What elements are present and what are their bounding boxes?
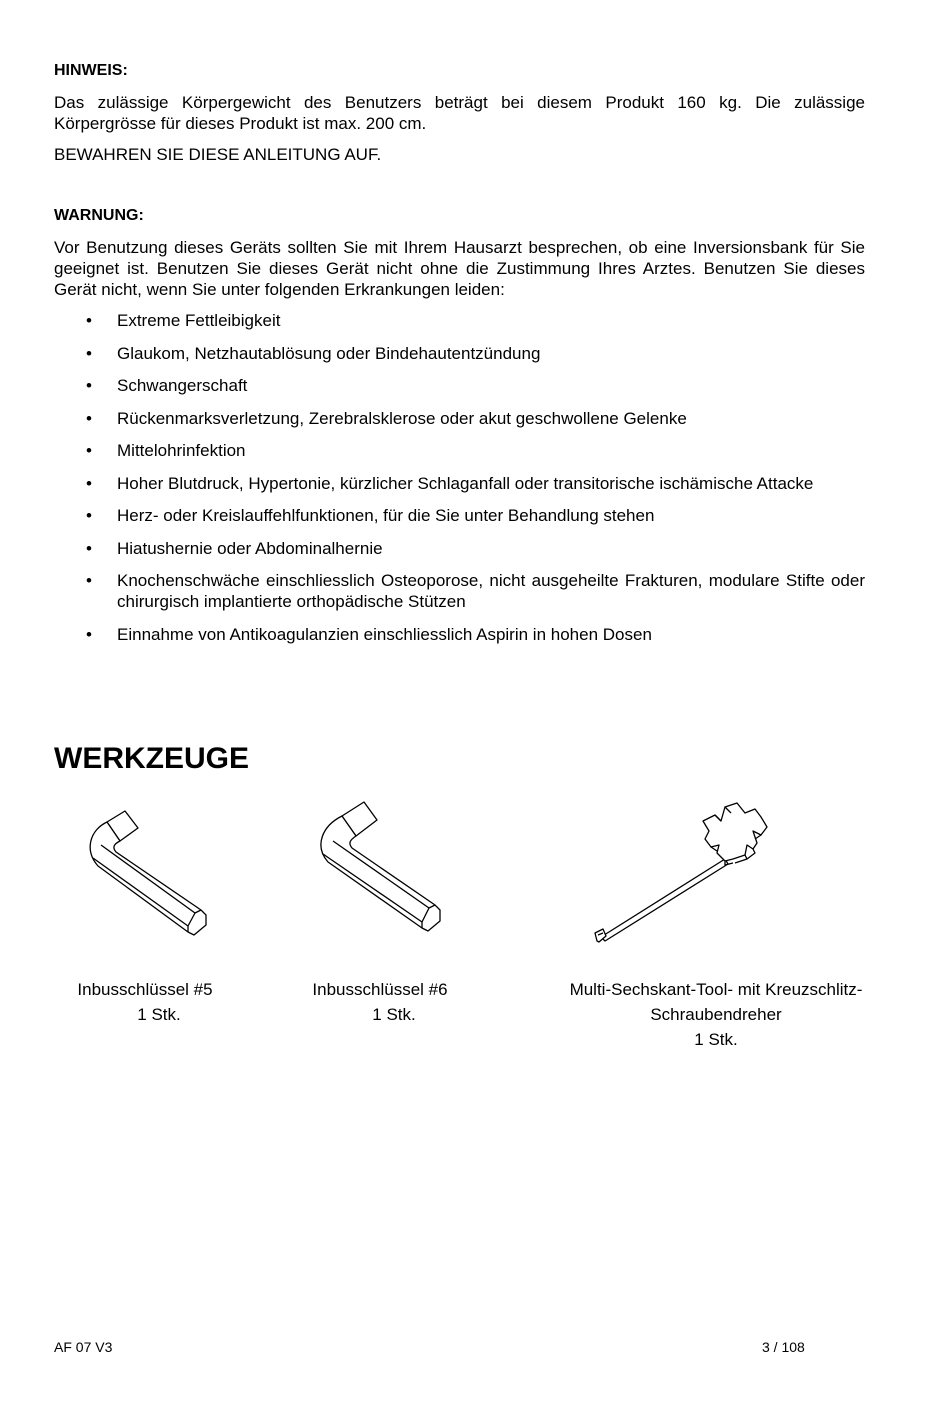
multi-tool-screwdriver-icon xyxy=(585,795,825,950)
list-item-text: Hiatushernie oder Abdominalhernie xyxy=(117,538,383,558)
bullet: • xyxy=(86,538,92,558)
contraindications-list xyxy=(54,310,865,656)
bullet: • xyxy=(86,376,92,395)
document-code: AF 07 V3 xyxy=(54,1339,113,1355)
allen-key-icon xyxy=(80,800,220,945)
warnung-paragraph: Vor Benutzung dieses Geräts sollten Sie mit Ihrem Hausarzt besprechen, ob eine Inversionsbank für Sie geeignet ist. Benutzen Sie dieses Gerät nicht ohne die Zustimmung Ihres Arztes. Benutzen Sie dieses Gerät nicht, wenn Sie unter folgenden Erkrankungen leiden: xyxy=(54,238,865,299)
list-item xyxy=(54,538,865,559)
bullet: • xyxy=(86,311,92,330)
tool-quantity: 1 Stk. xyxy=(372,1005,416,1024)
tool-caption-allen-key-5 xyxy=(65,977,225,1027)
keep-instructions-notice: BEWAHREN SIE DIESE ANLEITUNG AUF. xyxy=(54,145,382,164)
tool-caption-multi-tool xyxy=(556,977,876,1052)
list-item-text: Glaukom, Netzhautablösung oder Bindehautentzündung xyxy=(117,343,541,363)
list-item-text: Mittelohrinfektion xyxy=(117,441,246,460)
bullet: • xyxy=(86,624,92,644)
tool-name: Inbusschlüssel #5 xyxy=(77,980,213,999)
warnung-heading: WARNUNG: xyxy=(54,207,144,224)
hinweis-paragraph: Das zulässige Körpergewicht des Benutzers beträgt bei diesem Produkt 160 kg. Die zulässige Körpergrösse für dieses Produkt ist max. 200 cm. xyxy=(54,93,865,133)
list-item xyxy=(54,505,865,526)
list-item-text: Hoher Blutdruck, Hypertonie, kürzlicher Schlaganfall oder transitorische ischämische Attacke xyxy=(117,473,814,493)
list-item xyxy=(54,408,865,429)
bullet: • xyxy=(86,441,92,460)
tool-caption-allen-key-6 xyxy=(300,977,460,1027)
bullet: • xyxy=(86,408,92,428)
list-item xyxy=(54,473,865,494)
list-item-text: Herz- oder Kreislauffehlfunktionen, für die Sie unter Behandlung stehen xyxy=(117,506,655,525)
page-number: 3 / 108 xyxy=(762,1339,805,1355)
bullet: • xyxy=(86,343,92,363)
tool-name-line-2: Schraubendreher xyxy=(650,1005,782,1024)
list-item xyxy=(54,310,865,331)
list-item xyxy=(54,570,865,612)
tool-name-line-1: Multi-Sechskant-Tool- mit Kreuzschlitz- xyxy=(569,980,863,999)
list-item xyxy=(54,624,865,645)
list-item-text: Einnahme von Antikoagulanzien einschliesslich Aspirin in hohen Dosen xyxy=(117,624,652,644)
list-item-text: Rückenmarksverletzung, Zerebralsklerose oder akut geschwollene Gelenke xyxy=(117,408,687,428)
list-item xyxy=(54,343,865,364)
list-item xyxy=(54,440,865,461)
tool-quantity: 1 Stk. xyxy=(137,1005,181,1024)
bullet: • xyxy=(86,571,92,590)
tool-name: Inbusschlüssel #6 xyxy=(312,980,448,999)
werkzeuge-title: WERKZEUGE xyxy=(54,742,249,775)
list-item-text: Extreme Fettleibigkeit xyxy=(117,311,281,330)
list-item-text: Schwangerschaft xyxy=(117,376,248,395)
hinweis-heading: HINWEIS: xyxy=(54,62,128,79)
list-item xyxy=(54,375,865,396)
tool-quantity: 1 Stk. xyxy=(694,1030,738,1049)
allen-key-icon xyxy=(308,796,448,941)
bullet: • xyxy=(86,473,92,493)
bullet: • xyxy=(86,506,92,525)
list-item-text: Knochenschwäche einschliesslich Osteoporose, nicht ausgeheilte Frakturen, modulare Stifte oder chirurgisch implantierte orthopädische Stützen xyxy=(117,571,865,611)
